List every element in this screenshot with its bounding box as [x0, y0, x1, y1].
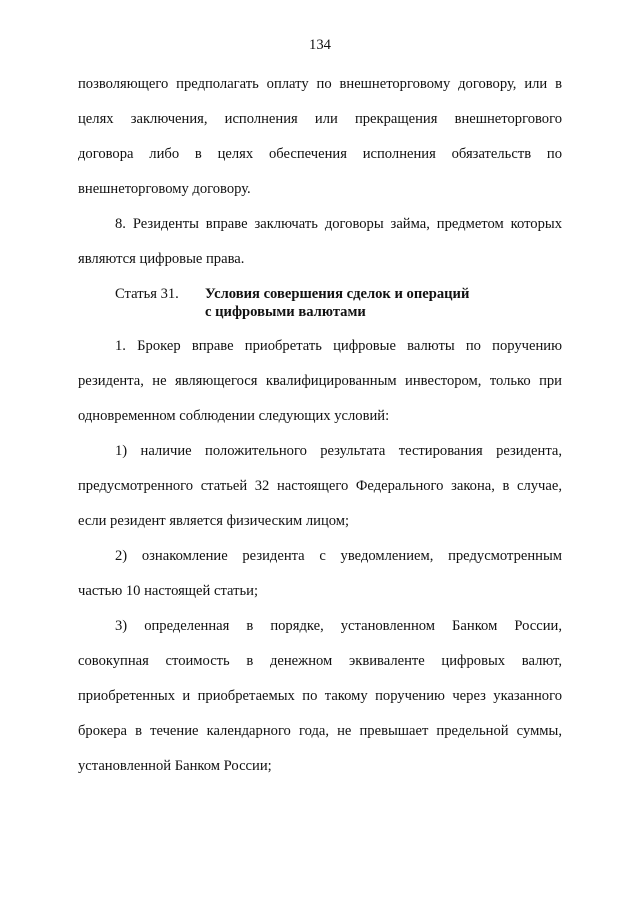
- text-line: 1. Брокер вправе приобретать цифровые валюты по поручению: [115, 338, 562, 354]
- text-line: позволяющего предполагать оплату по внешнеторговому договору, или в: [78, 76, 562, 92]
- text-line: одновременном соблюдении следующих условий:: [78, 408, 390, 424]
- article-label: Статья 31.: [115, 286, 179, 302]
- text-line: установленной Банком России;: [78, 758, 272, 774]
- text-line: целях заключения, исполнения или прекращения внешнеторгового: [78, 111, 562, 127]
- text-line: совокупная стоимость в денежном эквиваленте цифровых валют,: [78, 653, 562, 669]
- text-line: 3) определенная в порядке, установленном Банком России,: [115, 618, 562, 634]
- text-line: 8. Резиденты вправе заключать договоры займа, предметом которых: [115, 216, 562, 232]
- text-line: частью 10 настоящей статьи;: [78, 583, 259, 599]
- text-line: 2) ознакомление резидента с уведомлением, предусмотренным: [115, 548, 562, 564]
- text-line: являются цифровые права.: [78, 251, 245, 267]
- page-number: 134: [309, 37, 331, 53]
- text-line: предусмотренного статьей 32 настоящего Федерального закона, в случае,: [78, 478, 562, 494]
- text-line: резидента, не являющегося квалифицированным инвестором, только при: [78, 373, 562, 389]
- text-line: если резидент является физическим лицом;: [78, 513, 350, 529]
- text-line: договора либо в целях обеспечения исполнения обязательств по: [78, 146, 562, 162]
- text-line: 1) наличие положительного результата тестирования резидента,: [115, 443, 562, 459]
- article-title-line: Условия совершения сделок и операций: [205, 286, 470, 302]
- article-title-line: с цифровыми валютами: [205, 304, 366, 320]
- text-line: брокера в течение календарного года, не превышает предельной суммы,: [78, 723, 562, 739]
- text-line: приобретенных и приобретаемых по такому поручению через указанного: [78, 688, 562, 704]
- text-line: внешнеторговому договору.: [78, 181, 251, 197]
